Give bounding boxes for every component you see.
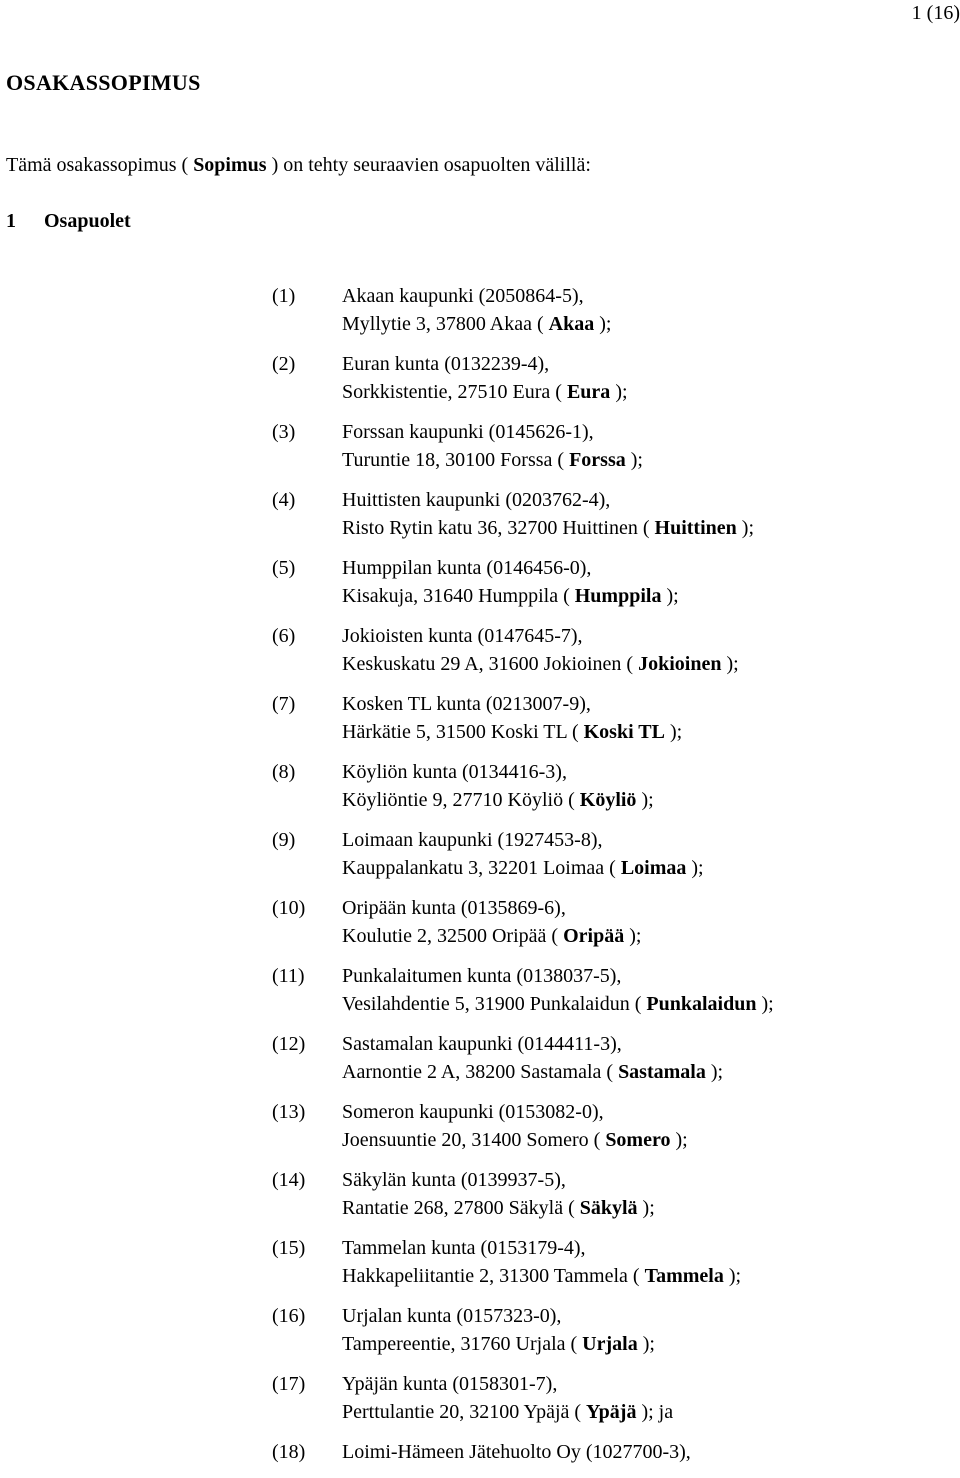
- party-details: [342, 1438, 691, 1466]
- party-details: [342, 758, 654, 814]
- party-name: Euran kunta (0132239-4),: [342, 353, 550, 375]
- party-number: (7): [272, 693, 296, 715]
- party-address: Joensuuntie 20, 31400 Somero (: [342, 1129, 606, 1151]
- party-details: [342, 418, 643, 474]
- party-address-line: [342, 582, 679, 610]
- intro-paragraph: [6, 154, 591, 177]
- party-address-line: [342, 990, 774, 1018]
- intro-defined-term: Sopimus: [193, 154, 267, 176]
- party-address: Kisakuja, 31640 Humppila (: [342, 585, 575, 607]
- party-address: Vesilahdentie 5, 31900 Punkalaidun (: [342, 993, 647, 1015]
- party-details: [342, 690, 682, 746]
- party-name: Humppilan kunta (0146456-0),: [342, 557, 592, 579]
- party-suffix: );: [723, 1265, 742, 1287]
- party-number: (1): [272, 285, 296, 307]
- party-suffix: );: [664, 721, 683, 743]
- party-item: [272, 418, 774, 474]
- party-item: [272, 690, 774, 746]
- party-details: [342, 622, 739, 678]
- party-address: Sorkkistentie, 27510 Eura (: [342, 381, 567, 403]
- party-name: Akaan kaupunki (2050864-5),: [342, 285, 584, 307]
- party-number: (15): [272, 1237, 306, 1259]
- party-short-name: Forssa: [569, 449, 626, 471]
- party-item: [272, 894, 774, 950]
- party-number: (4): [272, 489, 296, 511]
- party-name: Ypäjän kunta (0158301-7),: [342, 1373, 558, 1395]
- party-item: [272, 622, 774, 678]
- party-short-name: Loimaa: [620, 857, 687, 879]
- party-details: [342, 1030, 723, 1086]
- party-short-name: Jokioinen: [638, 653, 722, 675]
- party-address: Perttulantie 20, 32100 Ypäjä (: [342, 1401, 587, 1423]
- parties-list: [272, 282, 774, 1478]
- party-name: Loimi-Hämeen Jätehuolto Oy (1027700-3),: [342, 1441, 691, 1463]
- party-address-line: [342, 446, 643, 474]
- party-suffix: );: [594, 313, 612, 335]
- party-suffix: );: [636, 789, 654, 811]
- party-short-name: Huittinen: [654, 517, 737, 539]
- party-address-line: [342, 1398, 673, 1426]
- party-item: [272, 554, 774, 610]
- party-address: Köyliöntie 9, 27710 Köyliö (: [342, 789, 580, 811]
- party-details: [342, 1098, 688, 1154]
- party-address: Aarnontie 2 A, 38200 Sastamala (: [342, 1061, 619, 1083]
- party-details: [342, 282, 611, 338]
- party-details: [342, 1234, 741, 1290]
- party-address-line: [342, 1194, 655, 1222]
- party-address: Rantatie 268, 27800 Säkylä (: [342, 1197, 580, 1219]
- party-name: Punkalaitumen kunta (0138037-5),: [342, 965, 622, 987]
- party-address-line: [342, 1058, 723, 1086]
- party-name: Urjalan kunta (0157323-0),: [342, 1305, 562, 1327]
- page-number: 1 (16): [911, 2, 960, 24]
- party-number: (13): [272, 1101, 306, 1123]
- party-number: (17): [272, 1373, 306, 1395]
- party-suffix: );: [625, 449, 643, 471]
- party-suffix: ); ja: [636, 1401, 674, 1423]
- party-short-name: Säkylä: [579, 1197, 638, 1219]
- party-suffix: );: [736, 517, 754, 539]
- party-item: [272, 1166, 774, 1222]
- party-name: Jokioisten kunta (0147645-7),: [342, 625, 583, 647]
- party-address: Härkätie 5, 31500 Koski TL (: [342, 721, 584, 743]
- party-suffix: );: [637, 1333, 655, 1355]
- section-heading: [6, 210, 131, 233]
- party-number: (10): [272, 897, 306, 919]
- section-title: Osapuolet: [44, 210, 131, 232]
- party-item: [272, 486, 774, 542]
- party-address-line: [342, 1262, 741, 1290]
- party-number: (12): [272, 1033, 306, 1055]
- party-suffix: );: [670, 1129, 688, 1151]
- party-name: Forssan kaupunki (0145626-1),: [342, 421, 594, 443]
- party-address: Hakkapeliitantie 2, 31300 Tammela (: [342, 1265, 645, 1287]
- party-details: [342, 962, 774, 1018]
- party-suffix: );: [610, 381, 628, 403]
- party-name: Huittisten kaupunki (0203762-4),: [342, 489, 611, 511]
- party-address-line: [342, 786, 654, 814]
- party-name: Tammelan kunta (0153179-4),: [342, 1237, 586, 1259]
- party-address: Koulutie 2, 32500 Oripää (: [342, 925, 564, 947]
- party-address: Tampereentie, 31760 Urjala (: [342, 1333, 583, 1355]
- party-short-name: Akaa: [548, 313, 595, 335]
- party-details: [342, 554, 679, 610]
- party-short-name: Koski TL: [583, 721, 665, 743]
- party-name: Loimaan kaupunki (1927453-8),: [342, 829, 603, 851]
- party-item: [272, 1302, 774, 1358]
- party-suffix: );: [705, 1061, 724, 1083]
- party-address-line: [342, 310, 611, 338]
- party-address-line: [342, 514, 754, 542]
- party-number: (18): [272, 1441, 306, 1463]
- party-number: (16): [272, 1305, 306, 1327]
- party-address-line: [342, 650, 739, 678]
- party-item: [272, 1370, 774, 1426]
- party-details: [342, 894, 641, 950]
- party-number: (8): [272, 761, 296, 783]
- party-item: [272, 1030, 774, 1086]
- party-details: [342, 1166, 655, 1222]
- party-address-line: [342, 1126, 688, 1154]
- party-suffix: );: [637, 1197, 655, 1219]
- intro-text-before: Tämä osakassopimus (: [6, 154, 194, 176]
- party-address: Risto Rytin katu 36, 32700 Huittinen (: [342, 517, 655, 539]
- party-number: (11): [272, 965, 305, 987]
- party-name: Säkylän kunta (0139937-5),: [342, 1169, 566, 1191]
- intro-text-after: ) on tehty seuraavien osapuolten välillä:: [266, 154, 591, 176]
- party-address-line: [342, 718, 682, 746]
- party-address: Turuntie 18, 30100 Forssa (: [342, 449, 570, 471]
- party-short-name: Eura: [566, 381, 611, 403]
- party-short-name: Punkalaidun: [646, 993, 757, 1015]
- party-suffix: );: [686, 857, 704, 879]
- party-item: [272, 350, 774, 406]
- party-short-name: Somero: [605, 1129, 671, 1151]
- party-number: (2): [272, 353, 296, 375]
- party-item: [272, 282, 774, 338]
- party-address: Keskuskatu 29 A, 31600 Jokioinen (: [342, 653, 639, 675]
- party-address: Myllytie 3, 37800 Akaa (: [342, 313, 549, 335]
- party-number: (3): [272, 421, 296, 443]
- party-details: [342, 826, 704, 882]
- party-suffix: );: [624, 925, 642, 947]
- party-item: [272, 758, 774, 814]
- party-details: [342, 1370, 673, 1426]
- party-item: [272, 826, 774, 882]
- party-address-line: [342, 922, 641, 950]
- party-address: Kauppalankatu 3, 32201 Loimaa (: [342, 857, 621, 879]
- party-short-name: Humppila: [574, 585, 662, 607]
- party-short-name: Ypäjä: [586, 1401, 637, 1423]
- party-suffix: );: [721, 653, 739, 675]
- party-name: Kosken TL kunta (0213007-9),: [342, 693, 591, 715]
- party-number: (9): [272, 829, 296, 851]
- party-suffix: );: [756, 993, 774, 1015]
- document-title: OSAKASSOPIMUS: [6, 70, 201, 95]
- party-short-name: Urjala: [582, 1333, 638, 1355]
- party-address-line: [342, 378, 628, 406]
- party-name: Köyliön kunta (0134416-3),: [342, 761, 567, 783]
- party-short-name: Köyliö: [579, 789, 637, 811]
- party-short-name: Tammela: [644, 1265, 724, 1287]
- party-short-name: Oripää: [563, 925, 625, 947]
- party-short-name: Sastamala: [618, 1061, 706, 1083]
- party-item: [272, 1234, 774, 1290]
- party-number: (6): [272, 625, 296, 647]
- party-suffix: );: [661, 585, 679, 607]
- party-details: [342, 486, 754, 542]
- party-item: [272, 1438, 774, 1466]
- party-name: Oripään kunta (0135869-6),: [342, 897, 566, 919]
- section-number: 1: [6, 210, 16, 232]
- party-number: (14): [272, 1169, 306, 1191]
- party-name: Someron kaupunki (0153082-0),: [342, 1101, 604, 1123]
- party-name: Sastamalan kaupunki (0144411-3),: [342, 1033, 622, 1055]
- party-address-line: [342, 1330, 655, 1358]
- party-details: [342, 1302, 655, 1358]
- party-address-line: [342, 854, 704, 882]
- party-details: [342, 350, 628, 406]
- party-number: (5): [272, 557, 296, 579]
- party-item: [272, 1098, 774, 1154]
- party-item: [272, 962, 774, 1018]
